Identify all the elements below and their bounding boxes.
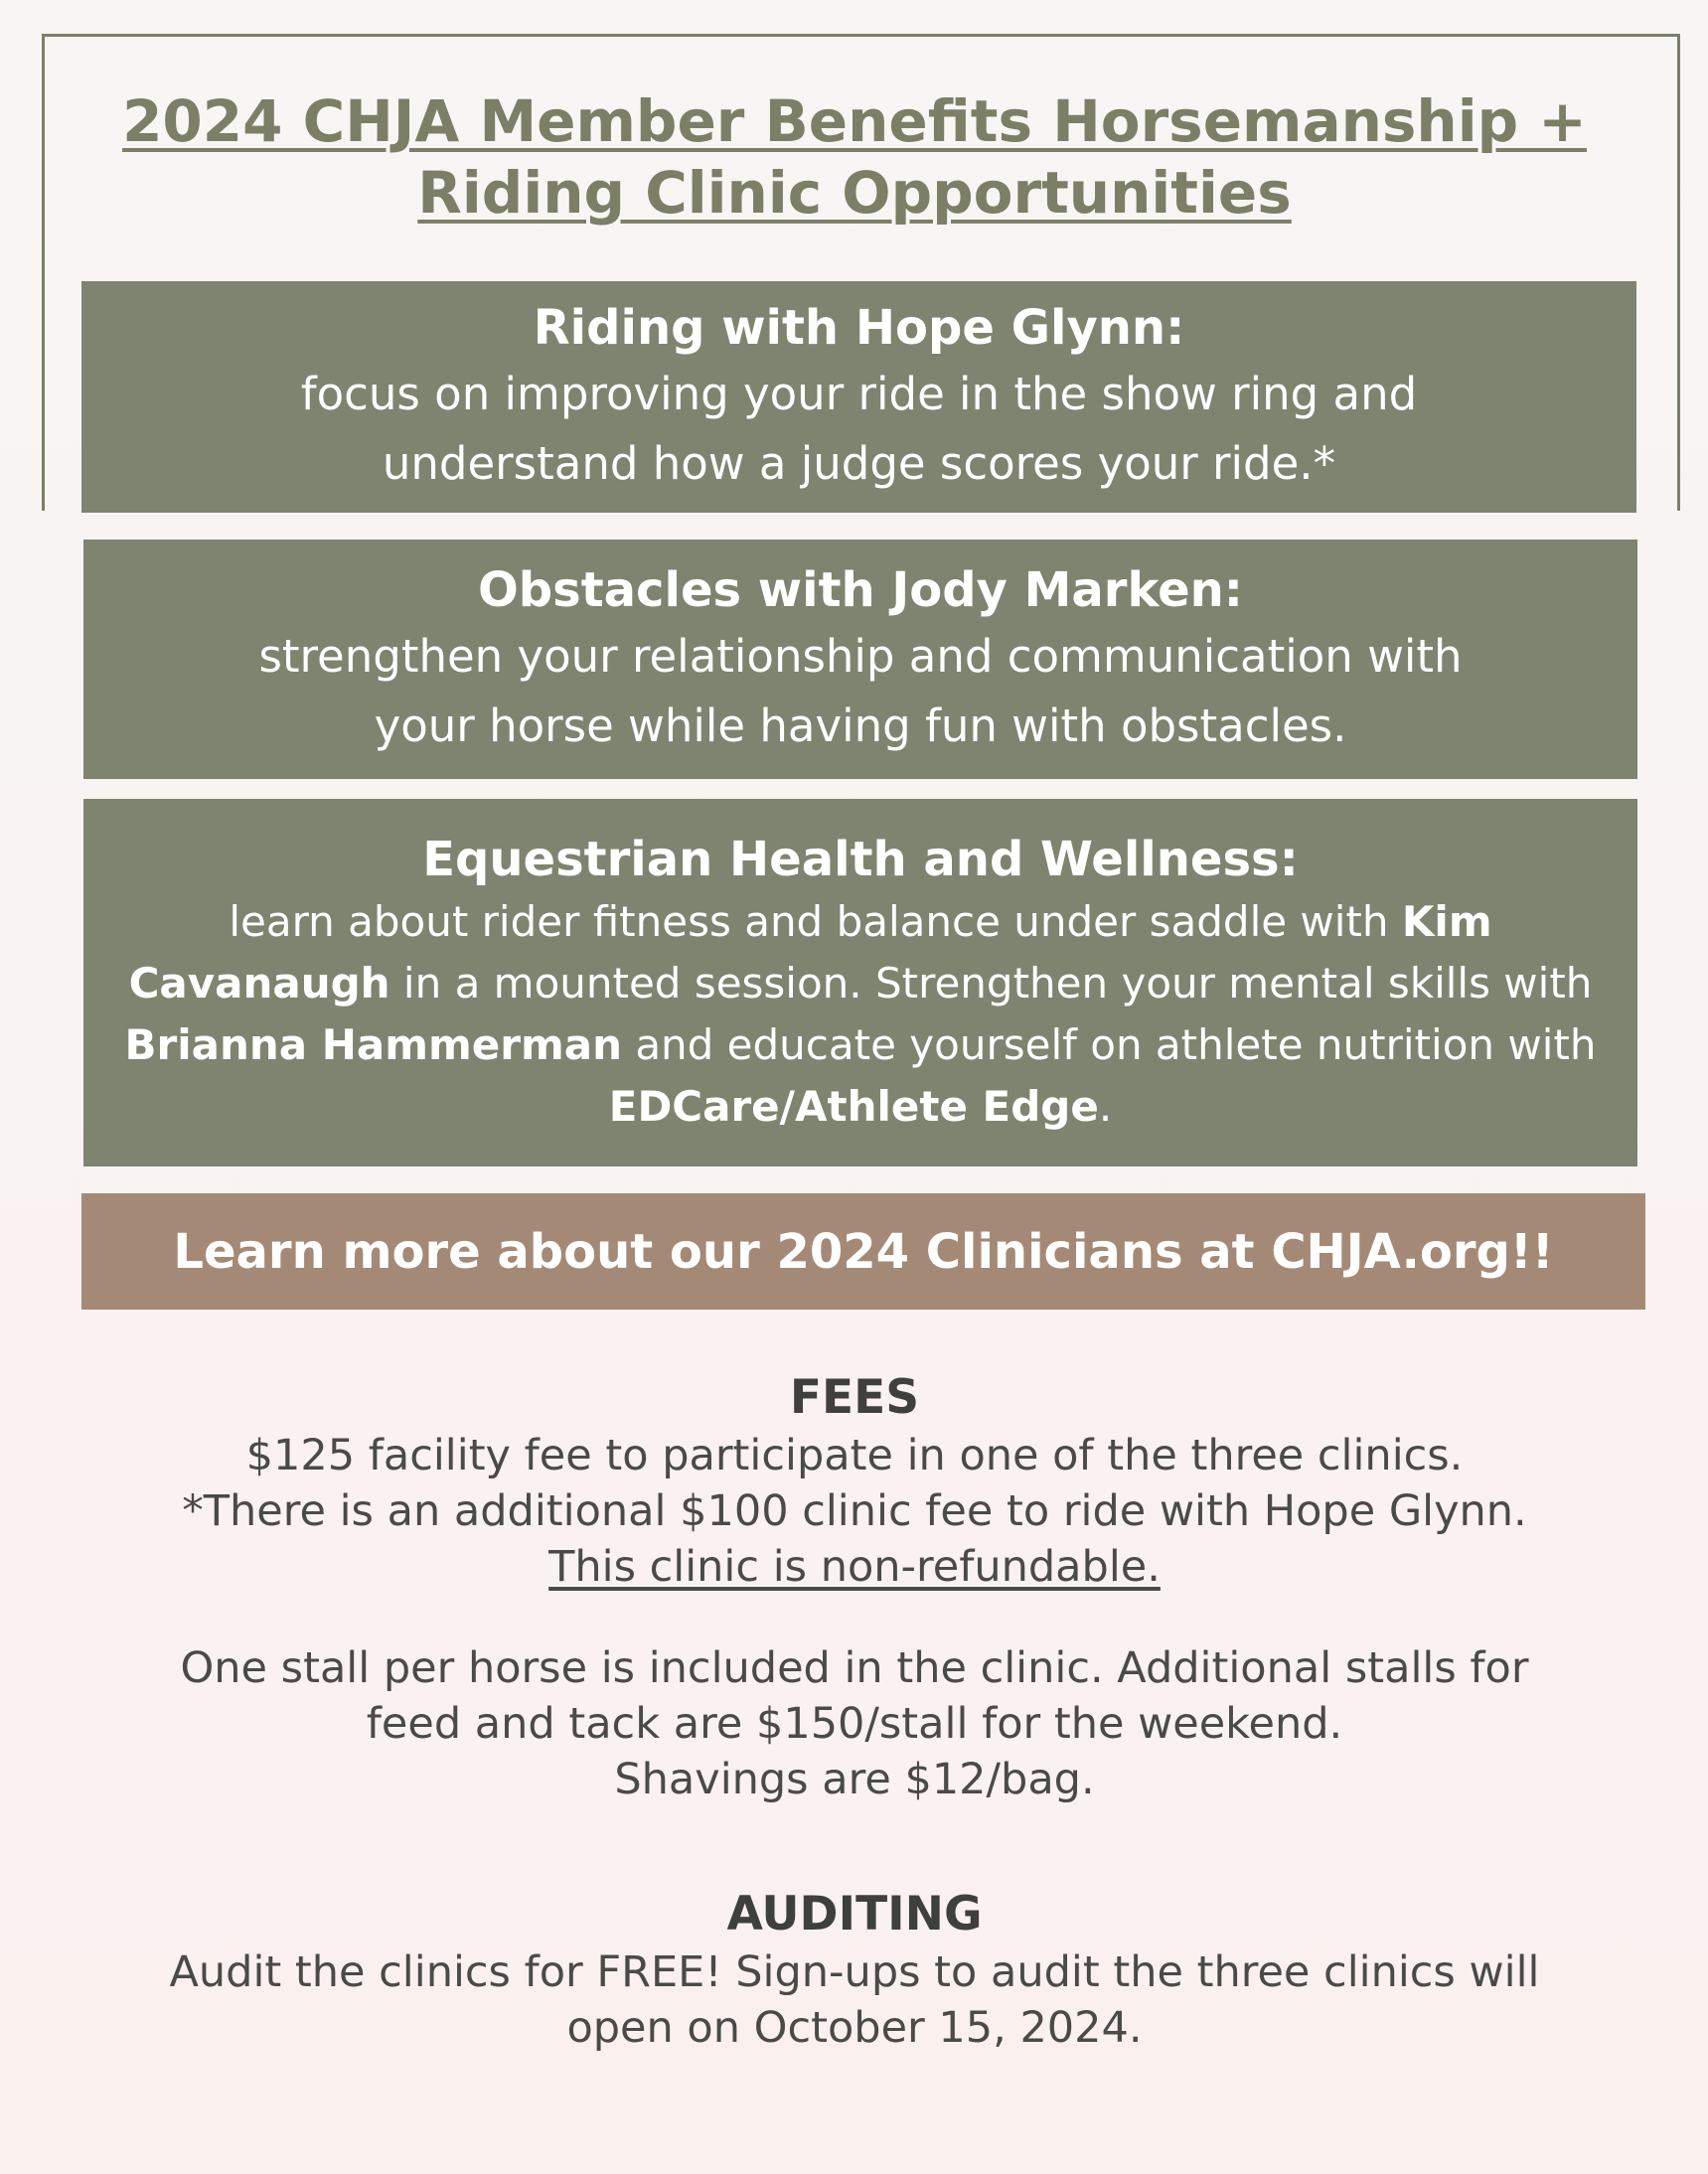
clinicians-cta-banner[interactable] [81,1193,1645,1310]
fees-section [60,1368,1649,1807]
wellness-text-4: . [1098,1082,1113,1131]
clinic-wellness-heading: Equestrian Health and Wellness: [422,832,1299,887]
page-title-line2: Riding Clinic Opportunities [417,159,1292,227]
clinic-riding-line2: understand how a judge scores your ride.* [382,436,1336,490]
fees-line1: $125 facility fee to participate in one of the three clinics. [245,1431,1464,1480]
clinic-riding-line1: focus on improving your ride in the show ring and [300,367,1418,420]
clinician-brianna-hammerman: Brianna Hammerman [124,1020,622,1069]
clinic-wellness-description [83,891,1637,1138]
auditing-heading: AUDITING [726,1887,983,1941]
clinic-obstacles-description [219,622,1501,761]
clinic-obstacles-heading: Obstacles with Jody Marken: [477,561,1243,618]
page-title [60,85,1649,229]
clinician-kim-cavanaugh: Kim Cavanaugh [128,897,1492,1008]
clinic-obstacles-line1: strengthen your relationship and communication with [258,629,1463,683]
fees-spacer [60,1595,1649,1640]
fees-line4: One stall per horse is included in the clinic. Additional stalls for [180,1643,1529,1693]
page-title-line1: 2024 CHJA Member Benefits Horsemanship + [122,87,1587,155]
auditing-section [60,1885,1649,2056]
wellness-text-3: and educate yourself on athlete nutrition with [621,1020,1597,1069]
fees-line2: *There is an additional $100 clinic fee to ride with Hope Glynn. [182,1486,1527,1536]
frame-top-border [42,34,1680,37]
fees-non-refundable: This clinic is non-refundable. [548,1542,1161,1592]
clinic-card-wellness [83,799,1637,1166]
frame-right-border [1677,34,1680,511]
clinic-card-obstacles [83,540,1637,779]
clinic-obstacles-line2: your horse while having fun with obstacles. [374,699,1347,752]
clinic-riding-heading: Riding with Hope Glynn: [533,299,1185,356]
clinic-riding-description [261,360,1457,499]
auditing-line2: open on October 15, 2024. [566,2003,1143,2053]
wellness-text-2: in a mounted session. Strengthen your mental skills with [389,959,1593,1008]
wellness-text-1: learn about rider fitness and balance under saddle with [229,897,1402,946]
fees-heading: FEES [789,1370,920,1425]
clinician-edcare-athlete-edge: EDCare/Athlete Edge [608,1082,1099,1131]
clinicians-cta-text: Learn more about our 2024 Clinicians at CHJA.org!! [173,1223,1554,1280]
fees-line6: Shavings are $12/bag. [614,1755,1095,1804]
fees-line5: feed and tack are $150/stall for the weekend. [366,1699,1343,1749]
clinic-card-riding [81,281,1636,513]
frame-left-border [42,34,45,511]
auditing-line1: Audit the clinics for FREE! Sign-ups to audit the three clinics will [169,1947,1540,1997]
